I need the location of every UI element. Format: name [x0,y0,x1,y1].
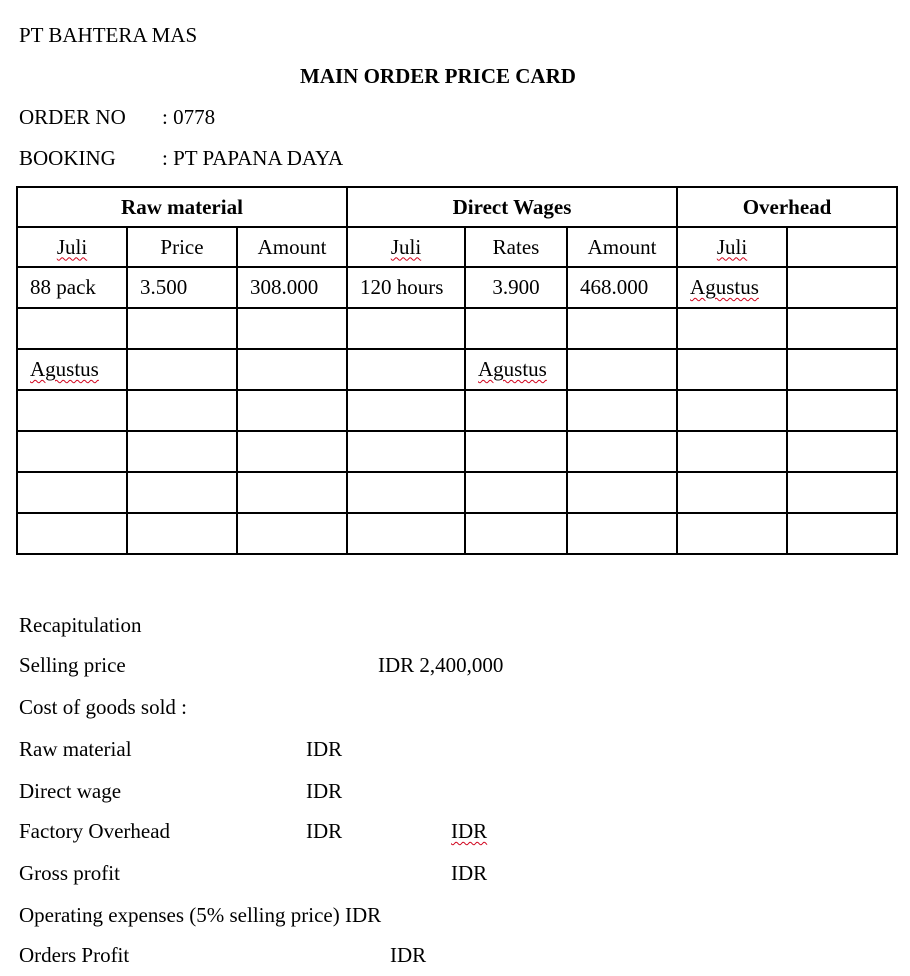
table-row [17,308,897,349]
table-cell [127,308,237,349]
table-cell [465,513,567,554]
table-cell [567,431,677,472]
table-cell [677,349,787,390]
column-header: Rates [465,227,567,267]
table-cell [677,308,787,349]
table-subheader [17,227,897,267]
table-cell [677,513,787,554]
column-header: Amount [237,227,347,267]
table-row [17,390,897,431]
table-cell: 308.000 [237,267,347,308]
overhead-header: Overhead [677,187,897,227]
orders-profit-label: Orders Profit [19,943,130,967]
table-cell: 468.000 [567,267,677,308]
table-cell [17,308,127,349]
table-cell [677,390,787,431]
table-cell [17,472,127,513]
table-cell [567,308,677,349]
table-cell [237,349,347,390]
table-cell [787,349,897,390]
table-cell [787,513,897,554]
table-row [17,431,897,472]
table-row [17,513,897,554]
cost-table [16,186,898,555]
table-cell [567,390,677,431]
table-cell [787,431,897,472]
direct-wage-label: Direct wage [19,779,122,803]
table-row [17,267,897,308]
order-no-label: ORDER NO [19,105,126,129]
table-cell: 88 pack [17,267,127,308]
table-cell: 3.500 [127,267,237,308]
table-cell: 120 hours [347,267,465,308]
table-cell [127,431,237,472]
gross-profit-value: IDR [451,861,488,885]
table-cell [237,431,347,472]
table-cell [237,472,347,513]
gross-profit-label: Gross profit [19,861,120,885]
table-cell [787,308,897,349]
table-cell [567,472,677,513]
table-cell [347,513,465,554]
table-cell [17,390,127,431]
table-cell [787,390,897,431]
order-no-value: : 0778 [162,105,216,129]
booking-label: BOOKING [19,146,116,170]
table-row [17,472,897,513]
direct-wage-value: IDR [306,779,343,803]
company-name: PT BAHTERA MAS [19,23,198,47]
table-cell [787,267,897,308]
table-cell [237,390,347,431]
table-cell: Agustus [465,349,567,390]
table-cell [347,349,465,390]
table-cell [347,472,465,513]
table-cell [237,513,347,554]
selling-price-value: IDR 2,400,000 [378,653,504,677]
table-cell [465,472,567,513]
selling-price-label: Selling price [19,653,126,677]
table-cell [127,349,237,390]
table-cell [17,431,127,472]
table-cell [787,472,897,513]
table-cell [677,472,787,513]
table-cell [237,308,347,349]
column-header: Juli [677,227,787,267]
table-cell [465,390,567,431]
direct-wages-header: Direct Wages [347,187,677,227]
table-cell [17,513,127,554]
orders-profit-value: IDR [390,943,427,967]
table-cell [347,431,465,472]
table-cell [127,390,237,431]
raw-material-label: Raw material [19,737,132,761]
column-header [787,227,897,267]
booking-value: : PT PAPANA DAYA [162,146,344,170]
column-header: Amount [567,227,677,267]
column-header: Juli [347,227,465,267]
raw-material-value: IDR [306,737,343,761]
column-header: Price [127,227,237,267]
table-cell: Agustus [677,267,787,308]
table-cell [465,308,567,349]
table-row [17,349,897,390]
page-title: MAIN ORDER PRICE CARD [300,64,576,88]
table-cell [567,513,677,554]
operating-expenses-label: Operating expenses (5% selling price) IDR [19,903,382,927]
table-cell [347,390,465,431]
cogs-total-value: IDR [451,819,488,843]
table-cell [465,431,567,472]
table-cell [567,349,677,390]
table-group-header [17,187,897,227]
table-cell [127,472,237,513]
recap-heading: Recapitulation [19,613,142,637]
table-cell [127,513,237,554]
factory-overhead-label: Factory Overhead [19,819,171,843]
table-cell: Agustus [17,349,127,390]
table-cell [347,308,465,349]
table-cell: 3.900 [465,267,567,308]
table-cell [677,431,787,472]
factory-overhead-value: IDR [306,819,343,843]
column-header: Juli [17,227,127,267]
raw-material-header: Raw material [17,187,347,227]
cogs-label: Cost of goods sold : [19,695,188,719]
